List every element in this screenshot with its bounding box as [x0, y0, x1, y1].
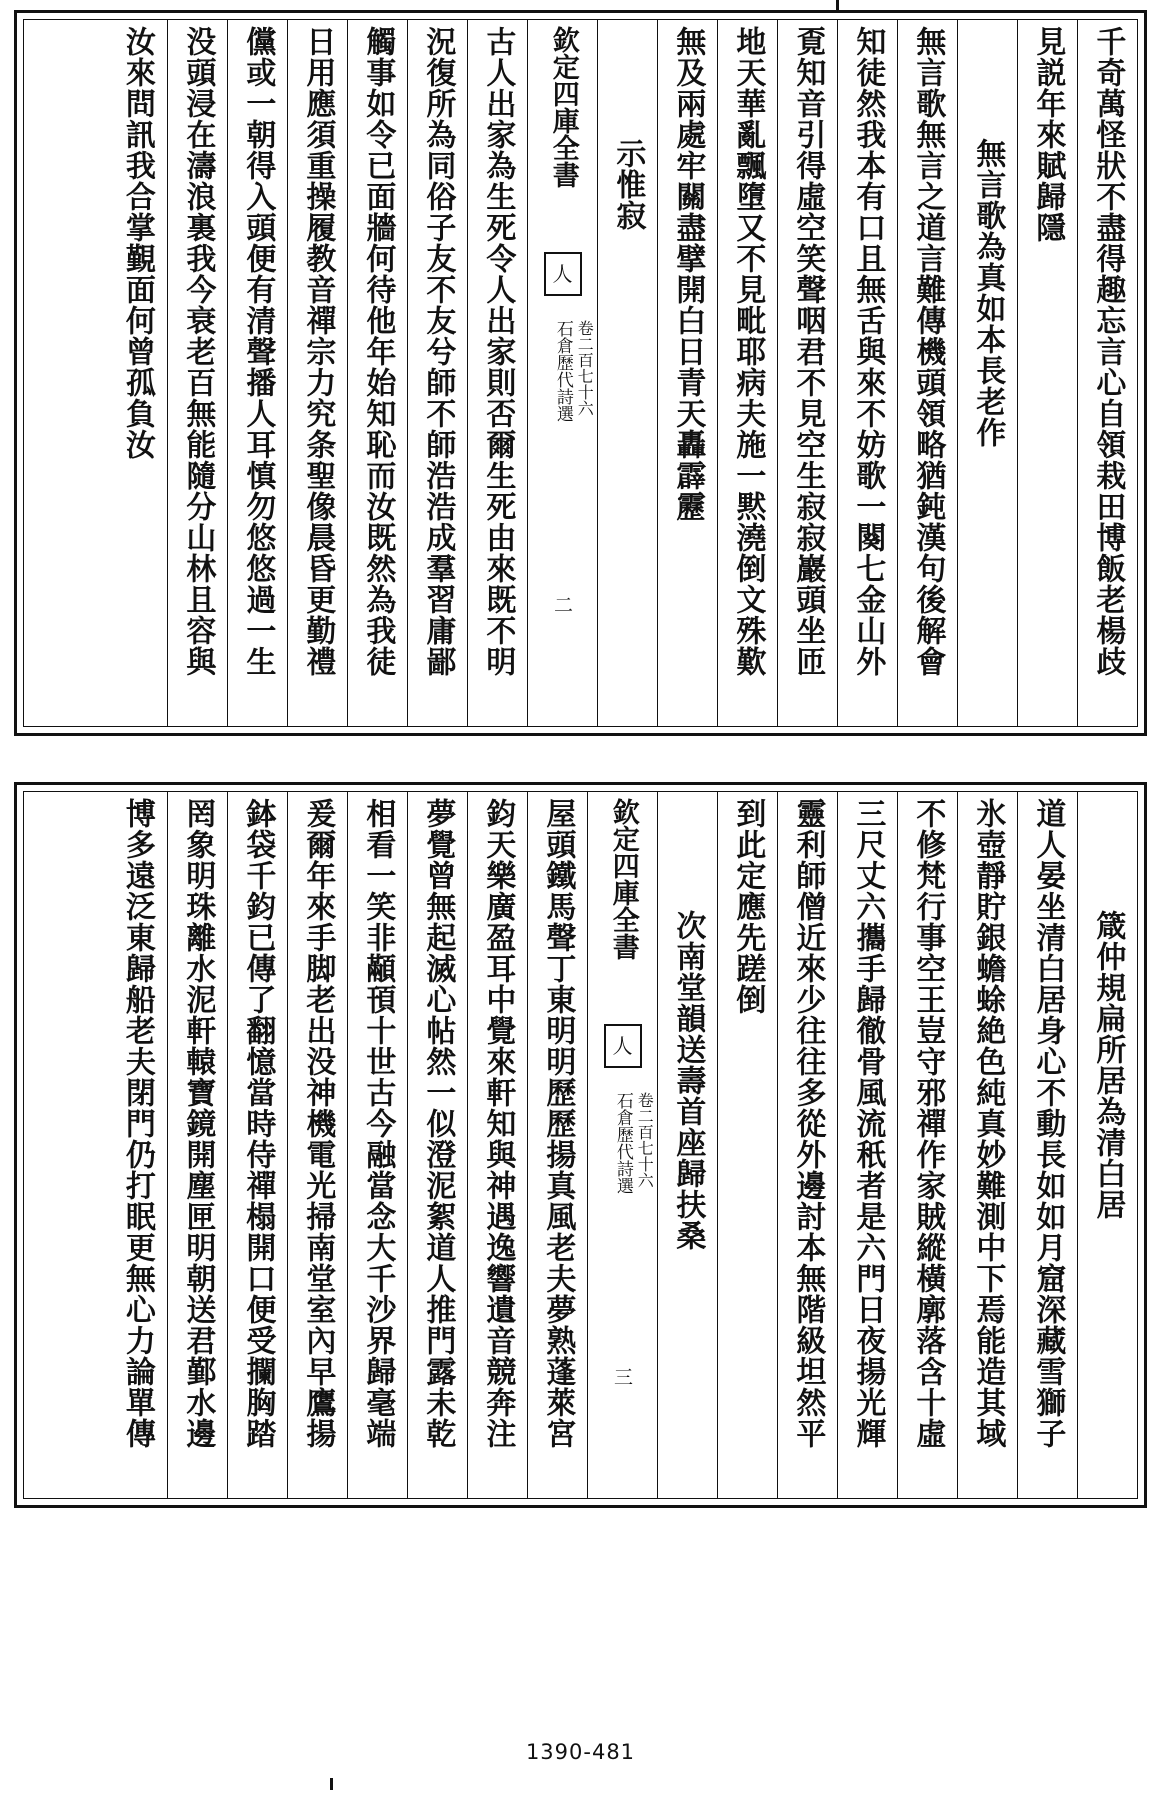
work-subtitle: 石倉歷代詩選 [612, 1092, 633, 1194]
text-column: 見説年來賦歸隱 [1017, 20, 1077, 726]
text-column-heading: 無言歌為真如本長老作 [957, 20, 1017, 726]
folio-number: 三 [611, 1367, 633, 1386]
page-text-block-top [23, 19, 1138, 727]
work-subtitle: 石倉歷代詩選 [552, 320, 573, 422]
text-column: 汝來問訊我合掌覲面何曾孤負汝 [119, 26, 155, 460]
collection-title-column [527, 20, 597, 726]
text-column: 屋頭鐵馬聲丁東明明歷歷揚真風老夫夢熟蓬萊宮 [527, 792, 587, 1498]
text-column: 鈞天樂廣盈耳中覺來軒知與神遇逸響遺音競奔注 [467, 792, 527, 1498]
collection-title-column [587, 792, 657, 1498]
crop-mark-bottom [330, 1778, 333, 1790]
text-column: 相看一笑非顢頇十世古今融當念大千沙界歸毫端 [347, 792, 407, 1498]
text-column: 到此定應先蹉倒 [717, 792, 777, 1498]
text-column: 知徒然我本有口且無舌與來不妨歌一闋七金山外 [837, 20, 897, 726]
text-column: 無言歌無言之道言難傳機頭領略猶鈍漢句後解會 [897, 20, 957, 726]
text-column: 日用應須重操履教音禪宗力究条聖像晨昏更勤禮 [287, 20, 347, 726]
text-column: 靈利師僧近來少往往多從外邊討本無階級坦然平 [777, 792, 837, 1498]
text-column: 覔知音引得虛空笑聲咽君不見空生寂寂巖頭坐匝 [777, 20, 837, 726]
collection-title: 欽定四庫全書 [607, 798, 639, 960]
text-column-heading: 箴仲規扁所居為清白居 [1077, 792, 1137, 1498]
page-text-block-bottom [23, 791, 1138, 1499]
seal-stamp: 人 [544, 252, 582, 296]
seal-stamp: 人 [604, 1024, 642, 1068]
text-column: 没頭浸在濤浪裏我今衰老百無能隨分山林且容與 [167, 20, 227, 726]
text-column: 地天華亂飄墮又不見毗耶病夫施一黙澆倒文殊歎 [717, 20, 777, 726]
text-column: 古人出家為生死令人出家則否爾生死由來既不明 [467, 20, 527, 726]
text-column: 博多遠泛東歸船老夫閉門仍打眠更無心力論單傳 [119, 798, 155, 1449]
text-column: 不修梵行事空王豈守邪禪作家賊縱橫廓落含十虛 [897, 792, 957, 1498]
text-column: 道人晏坐清白居身心不動長如如月窟深藏雪獅子 [1017, 792, 1077, 1498]
text-column: 鉢袋千鈞已傳了翻憶當時侍禪榻開口便受攔胸踏 [227, 792, 287, 1498]
text-column: 觸事如令已面牆何待他年始知恥而汝既然為我徒 [347, 20, 407, 726]
text-column: 無及兩處牢關盡擘開白日青天轟霹靂 [657, 20, 717, 726]
text-column: 夢覺曾無起滅心帖然一似澄泥絮道人推門露未乾 [407, 792, 467, 1498]
document-page-top [14, 10, 1147, 736]
text-column: 罔象明珠離水泥軒轅寶鏡開塵匣明朝送君鄞水邊 [167, 792, 227, 1498]
document-page-bottom [14, 782, 1147, 1508]
juan-number: 卷二百七十六 [575, 320, 595, 416]
text-column: 千奇萬怪狀不盡得趣忘言心自領栽田博飯老楊歧 [1077, 20, 1137, 726]
text-column: 氷壺靜貯銀蟾蜍絶色純真妙難測中下焉能造其域 [957, 792, 1017, 1498]
collection-title: 欽定四庫全書 [547, 26, 579, 188]
text-column: 儻或一朝得入頭便有清聲播人耳慎勿悠悠過一生 [227, 20, 287, 726]
text-column: 三尺丈六攜手歸徹骨風流秖者是六門日夜揚光輝 [837, 792, 897, 1498]
text-column-heading: 示惟寂 [597, 20, 657, 726]
text-column-heading: 次南堂韻送壽首座歸扶桑 [657, 792, 717, 1498]
folio-number: 二 [551, 595, 573, 614]
juan-number: 卷二百七十六 [635, 1092, 655, 1188]
page-number-footer: 1390-481 [525, 1740, 636, 1764]
text-column: 況復所為同俗子友不友兮師不師浩浩成羣習庸鄙 [407, 20, 467, 726]
text-column: 爰爾年來手脚老出没神機電光掃南堂室內早鷹揚 [287, 792, 347, 1498]
